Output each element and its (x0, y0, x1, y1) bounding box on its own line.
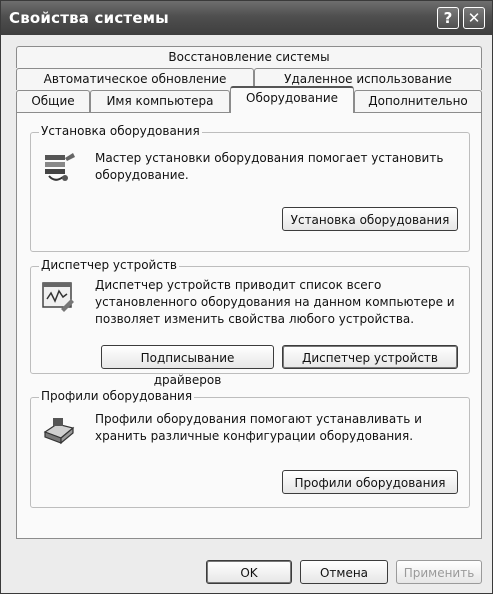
group-hardware-profiles (30, 389, 470, 508)
hardware-profiles-icon (41, 412, 77, 448)
group-hardware-profiles-title: Профили оборудования (41, 389, 193, 403)
group-add-hardware-text: Мастер установки оборудования помогает установить оборудование. (95, 151, 444, 182)
group-device-manager-title: Диспетчер устройств (41, 258, 178, 272)
group-add-hardware (30, 124, 470, 252)
group-device-manager-text: Диспетчер устройств приводит список всего установленного оборудования на данном компьютере и позволяет изменить свойства любого устройства. (95, 278, 455, 326)
title-bar[interactable] (1, 1, 492, 35)
driver-signing-button[interactable]: Подписывание драйверов (101, 345, 274, 369)
add-hardware-button[interactable]: Установка оборудования (282, 207, 458, 231)
device-manager-icon (41, 279, 77, 315)
tab-general[interactable]: Общие (16, 90, 90, 112)
tab-advanced[interactable]: Дополнительно (354, 90, 482, 112)
hardware-tab-panel (16, 112, 482, 539)
tab-hardware[interactable]: Оборудование (230, 86, 354, 113)
hardware-profiles-button[interactable]: Профили оборудования (282, 470, 458, 494)
ok-button[interactable]: OK (206, 560, 292, 584)
device-manager-button[interactable]: Диспетчер устройств (282, 345, 458, 369)
group-add-hardware-title: Установка оборудования (41, 124, 200, 138)
tab-system-restore[interactable]: Восстановление системы (16, 46, 482, 68)
tab-remote[interactable]: Удаленное использование (254, 68, 482, 90)
group-device-manager (30, 258, 470, 387)
tab-automatic-updates[interactable]: Автоматическое обновление (16, 68, 254, 90)
hardware-wizard-icon (41, 149, 77, 185)
cancel-button[interactable]: Отмена (300, 560, 388, 584)
close-button[interactable]: ✕ (463, 7, 485, 29)
window-title: Свойства системы (9, 9, 169, 27)
apply-button[interactable]: Применить (396, 560, 482, 584)
group-hardware-profiles-text: Профили оборудования помогают устанавливать и хранить различные конфигурации оборудования. (95, 412, 422, 443)
help-button[interactable]: ? (437, 7, 459, 29)
tab-computer-name[interactable]: Имя компьютера (90, 90, 230, 112)
